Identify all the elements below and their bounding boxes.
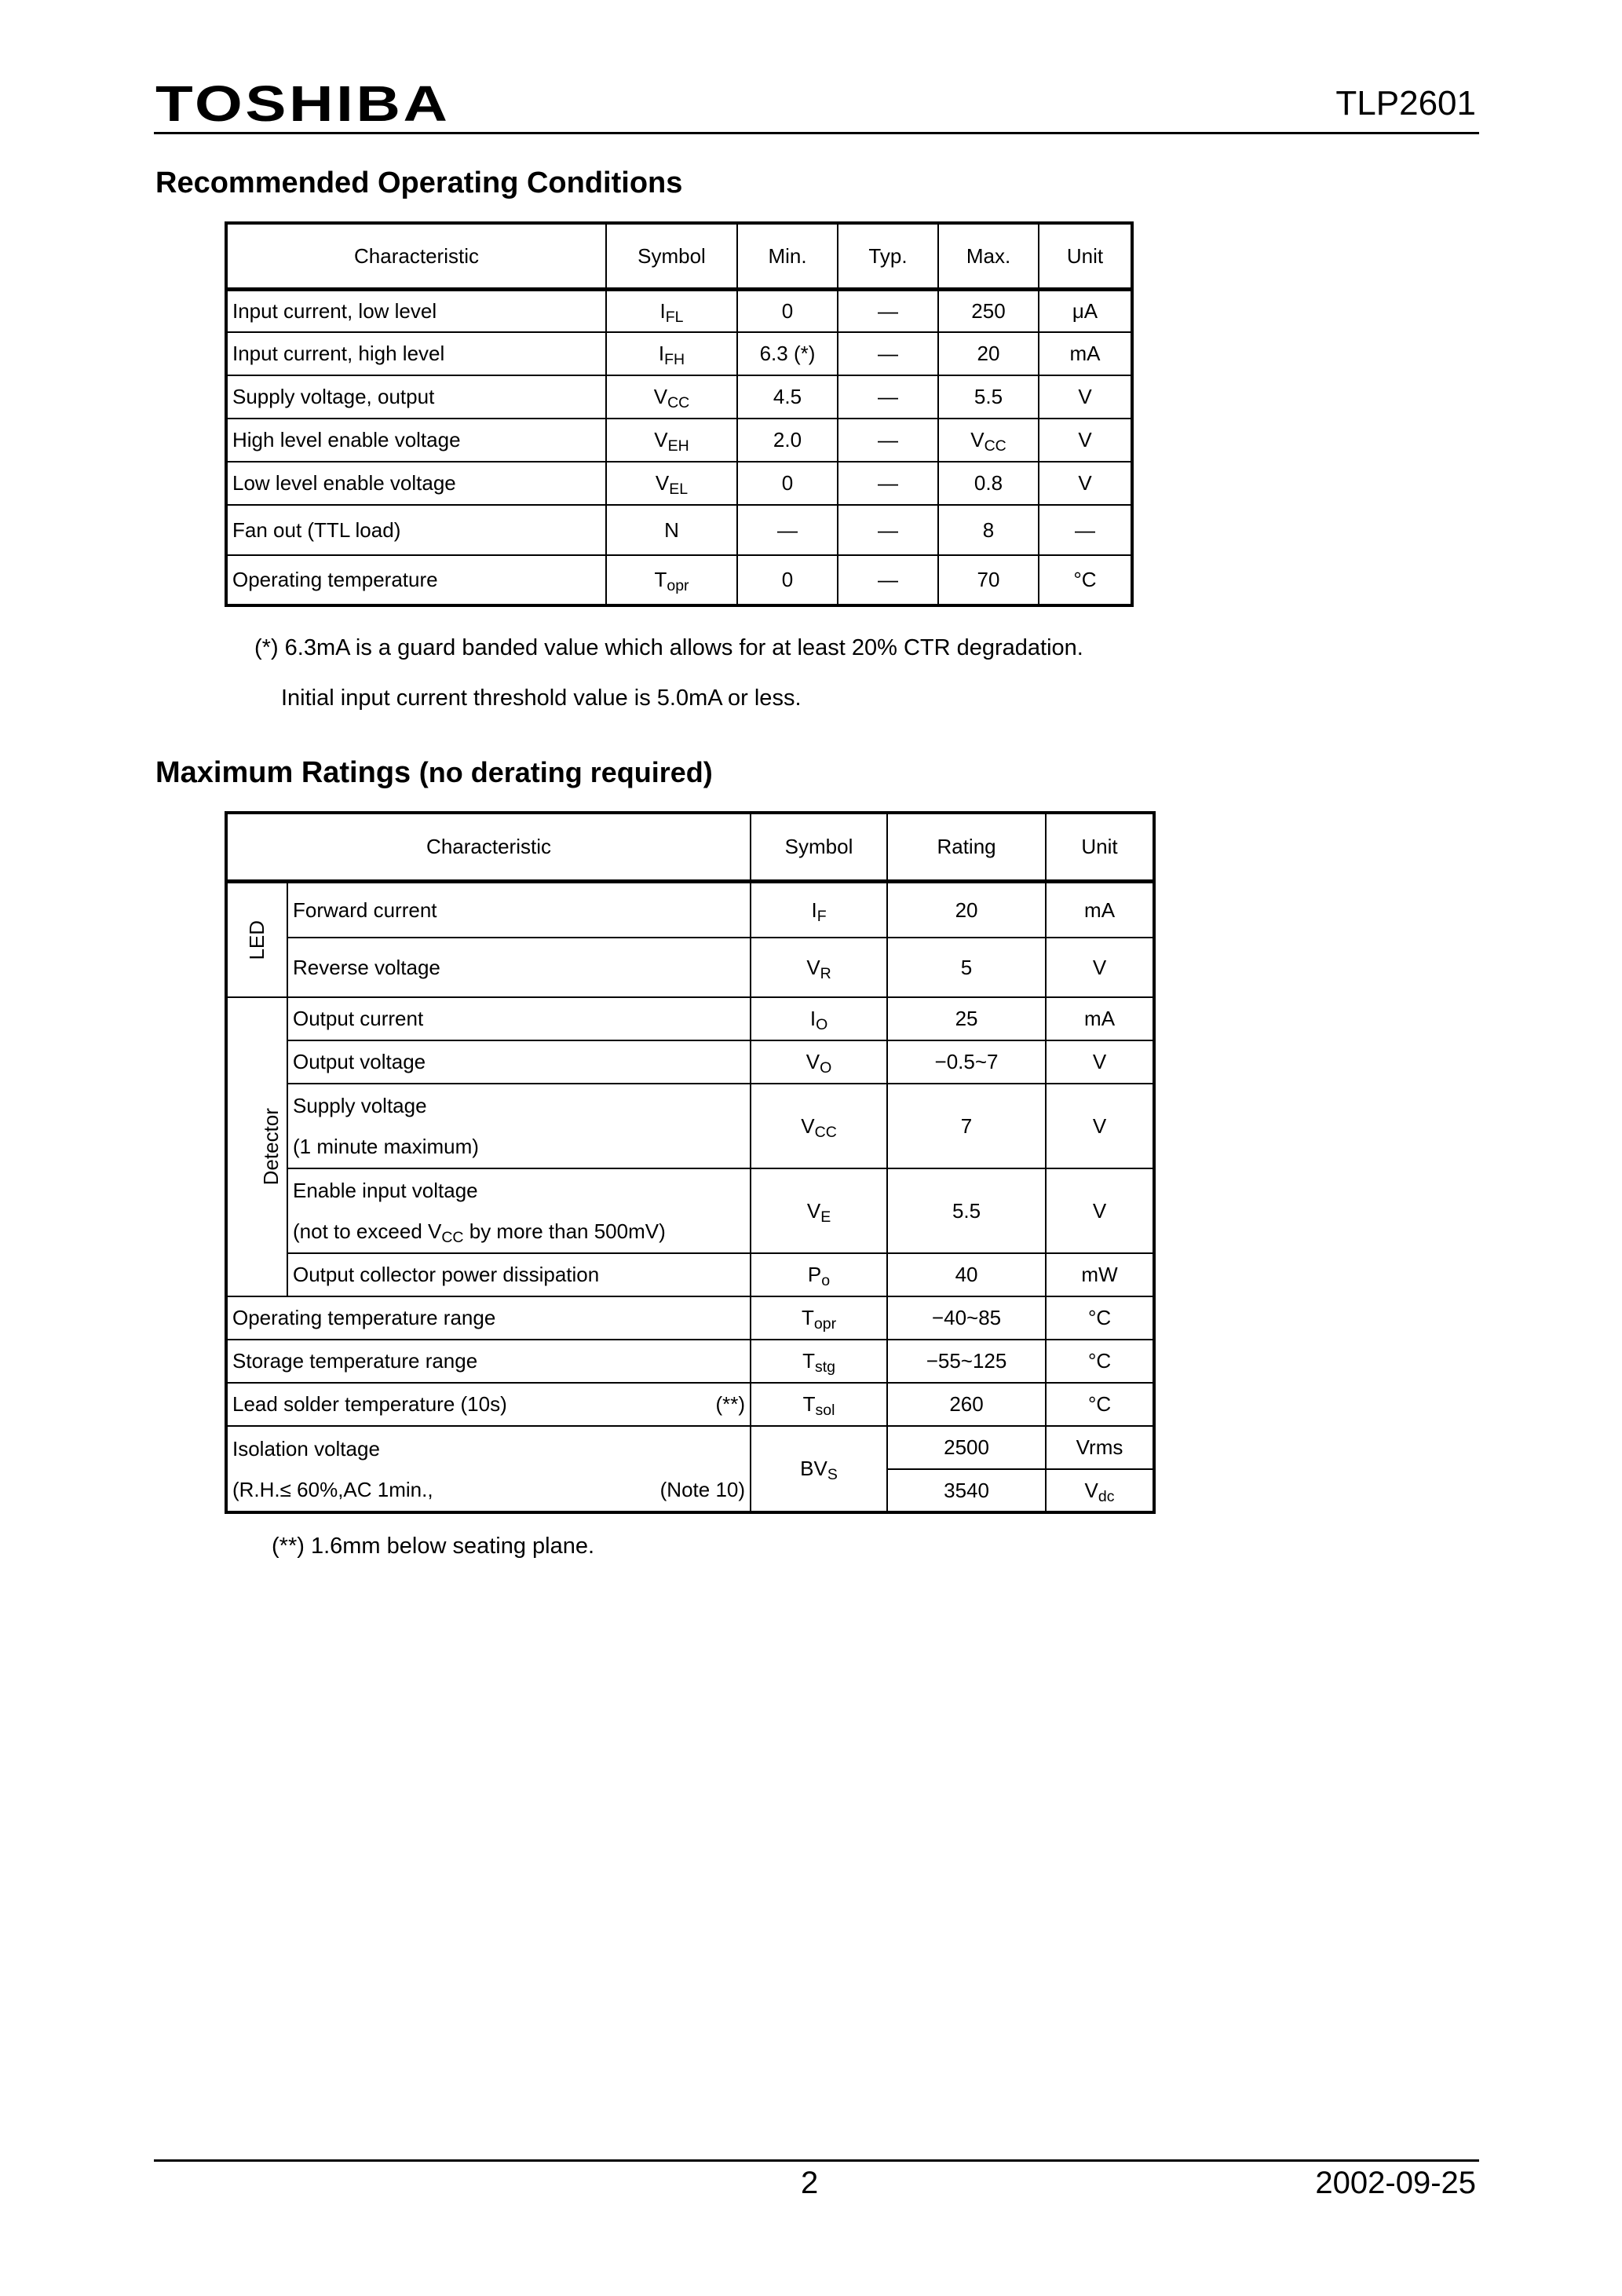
symbol-subscript: O [820,1059,832,1077]
symbol-subscript: R [820,964,831,982]
mr-note: (**) 1.6mm below seating plane. [272,1534,595,1559]
unit: V [1039,419,1132,462]
unit: °C [1046,1296,1154,1340]
symbol [751,1084,887,1168]
rating: 7 [887,1084,1046,1168]
rating: 20 [887,881,1046,938]
rating: 260 [887,1383,1046,1426]
rating: 40 [887,1253,1046,1296]
symbol-base: V [806,955,820,979]
characteristic: Input current, high level [226,332,606,375]
max-value: 250 [938,289,1039,332]
unit: — [1039,505,1132,555]
characteristic [226,1383,751,1426]
symbol-base: V [806,1198,821,1223]
line-2-subscript: CC [441,1228,464,1246]
symbol-subscript: CC [667,394,690,412]
table-row [226,375,1132,419]
line-2-start: (not to exceed V [293,1219,442,1243]
characteristic: Reverse voltage [287,938,751,997]
symbol-base: I [658,342,665,366]
brand-logo: TOSHIBA [155,75,451,132]
min-value: — [737,505,838,555]
table-row [226,462,1132,505]
symbol: N [606,505,737,555]
col-unit: Unit [1039,223,1132,289]
table-row [226,1168,1154,1253]
symbol [606,555,737,605]
col-max: Max. [938,223,1039,289]
min-value: 2.0 [737,419,838,462]
symbol-subscript: EH [667,437,689,455]
symbol [751,1426,887,1512]
min-value: 0 [737,555,838,605]
unit: mW [1046,1253,1154,1296]
unit-base: V [1084,1478,1098,1502]
table-row [226,555,1132,605]
max-value: 0.8 [938,462,1039,505]
group-led [226,881,287,997]
symbol [606,332,737,375]
footnote-mark: (**) [715,1392,746,1417]
symbol-subscript: FL [665,308,684,326]
symbol [751,1253,887,1296]
table-row [226,289,1132,332]
group-detector-label: Detector [258,1108,283,1186]
symbol [751,1040,887,1084]
typ-value: — [838,555,938,605]
table-row [226,1426,1154,1469]
note-reference: (Note 10) [659,1477,746,1501]
table-row [226,997,1154,1040]
characteristic: Operating temperature [226,555,606,605]
characteristic: Output current [287,997,751,1040]
mr-title-suffix: (no derating required) [418,756,713,788]
symbol [751,881,887,938]
characteristic-line-2: (1 minute maximum) [293,1135,479,1158]
characteristic: Fan out (TTL load) [226,505,606,555]
unit [1046,1469,1154,1512]
characteristic: Supply voltage, output [226,375,606,419]
roc-title: Recommended Operating Conditions [155,166,683,199]
unit: Vrms [1046,1426,1154,1469]
symbol [751,1296,887,1340]
symbol-subscript: EL [669,481,689,499]
table-row [226,1084,1154,1168]
max-base: V [970,428,985,452]
mr-title [155,758,713,788]
rating: 5 [887,938,1046,997]
unit: °C [1046,1340,1154,1383]
symbol-base: T [801,1306,814,1330]
col-rating: Rating [887,813,1046,881]
max-value: 8 [938,505,1039,555]
col-characteristic: Characteristic [226,223,606,289]
max-subscript: CC [984,437,1006,455]
group-detector [226,997,287,1296]
max-value: 70 [938,555,1039,605]
characteristic: Input current, low level [226,289,606,332]
rating: −0.5~7 [887,1040,1046,1084]
characteristic-text: Lead solder temperature (10s) [232,1392,507,1417]
symbol-base: V [655,471,670,495]
symbol-subscript: O [816,1016,828,1034]
symbol-subscript: E [820,1208,831,1226]
mr-table [225,811,1156,1514]
symbol-base: V [653,385,668,409]
roc-note-2: Initial input current threshold value is 5.0mA or less. [281,686,802,711]
typ-value: — [838,419,938,462]
table-row [226,332,1132,375]
part-number: TLP2601 [1335,84,1476,122]
symbol [751,997,887,1040]
typ-value: — [838,375,938,419]
unit: V [1046,1040,1154,1084]
characteristic: High level enable voltage [226,419,606,462]
unit: V [1039,375,1132,419]
max-value: 20 [938,332,1039,375]
table-row [226,419,1132,462]
footer-rule [154,2159,1479,2162]
unit-subscript: dc [1098,1487,1115,1505]
characteristic-line-2 [293,1211,745,1252]
line-2-end: by more than 500mV) [463,1219,666,1243]
characteristic [226,1426,751,1512]
table-row [226,881,1154,938]
characteristic-line-2 [232,1469,745,1510]
unit: mA [1039,332,1132,375]
symbol-base: V [806,1050,820,1074]
min-value: 6.3 (*) [737,332,838,375]
col-symbol: Symbol [606,223,737,289]
min-value: 0 [737,462,838,505]
characteristic-line-1: Enable input voltage [293,1179,478,1202]
symbol [751,1383,887,1426]
symbol [606,419,737,462]
characteristic: Forward current [287,881,751,938]
symbol-base: T [654,568,667,592]
symbol-base: P [807,1263,822,1287]
min-value: 4.5 [737,375,838,419]
max-value: 5.5 [938,375,1039,419]
roc-note-1: (*) 6.3mA is a guard banded value which allows for at least 20% CTR degradation. [254,635,1083,660]
table-row [226,1340,1154,1383]
table-row [226,1253,1154,1296]
condition-text: (R.H.≤ 60%,AC 1min., [232,1477,433,1501]
mr-header-row [226,813,1154,881]
characteristic [287,1168,751,1253]
symbol-base: V [654,428,668,452]
header-rule [154,132,1479,134]
typ-value: — [838,332,938,375]
typ-value: — [838,462,938,505]
symbol-subscript: opr [667,577,689,595]
table-row [226,1296,1154,1340]
roc-header-row [226,223,1132,289]
col-unit: Unit [1046,813,1154,881]
symbol-base: I [809,1007,816,1031]
min-value: 0 [737,289,838,332]
symbol-base: I [811,898,817,922]
col-symbol: Symbol [751,813,887,881]
symbol-base: T [802,1392,816,1417]
typ-value: — [838,289,938,332]
page-number: 2 [801,2166,819,2200]
col-typ: Typ. [838,223,938,289]
revision-date: 2002-09-25 [1315,2166,1476,2200]
symbol [606,375,737,419]
symbol [751,1340,887,1383]
symbol-subscript: sol [815,1402,835,1420]
rating: 25 [887,997,1046,1040]
symbol [751,1168,887,1253]
unit: °C [1039,555,1132,605]
characteristic: Operating temperature range [226,1296,751,1340]
symbol-subscript: F [816,907,827,925]
max-value [938,419,1039,462]
symbol-subscript: CC [814,1123,837,1141]
rating: 5.5 [887,1168,1046,1253]
unit: mA [1046,997,1154,1040]
symbol-base: I [659,299,666,323]
rating: 2500 [887,1426,1046,1469]
symbol-subscript: stg [814,1358,835,1377]
symbol [751,938,887,997]
rating: −55~125 [887,1340,1046,1383]
rating: −40~85 [887,1296,1046,1340]
symbol-subscript: FH [664,351,685,369]
mr-title-main: Maximum Ratings [155,756,411,789]
col-characteristic: Characteristic [226,813,751,881]
table-row [226,1040,1154,1084]
typ-value: — [838,505,938,555]
table-row [226,938,1154,997]
symbol-base: T [802,1349,815,1373]
characteristic-line-1: Isolation voltage [232,1436,380,1461]
characteristic: Low level enable voltage [226,462,606,505]
characteristic: Output voltage [287,1040,751,1084]
symbol-base: BV [800,1457,827,1481]
unit: V [1046,1168,1154,1253]
symbol [606,289,737,332]
table-row [226,505,1132,555]
characteristic: Output collector power dissipation [287,1253,751,1296]
unit: °C [1046,1383,1154,1426]
unit: μA [1039,289,1132,332]
roc-table [225,221,1134,607]
col-min: Min. [737,223,838,289]
group-led-label: LED [245,919,269,960]
symbol-base: V [801,1113,815,1138]
symbol-subscript: opr [813,1315,837,1333]
unit: mA [1046,881,1154,938]
unit: V [1046,938,1154,997]
table-row [226,1383,1154,1426]
characteristic: Storage temperature range [226,1340,751,1383]
unit: V [1046,1084,1154,1168]
characteristic [287,1084,751,1168]
unit: V [1039,462,1132,505]
symbol-subscript: S [827,1466,838,1484]
rating: 3540 [887,1469,1046,1512]
symbol-subscript: o [821,1272,831,1290]
symbol [606,462,737,505]
characteristic-line-1: Supply voltage [293,1094,427,1117]
